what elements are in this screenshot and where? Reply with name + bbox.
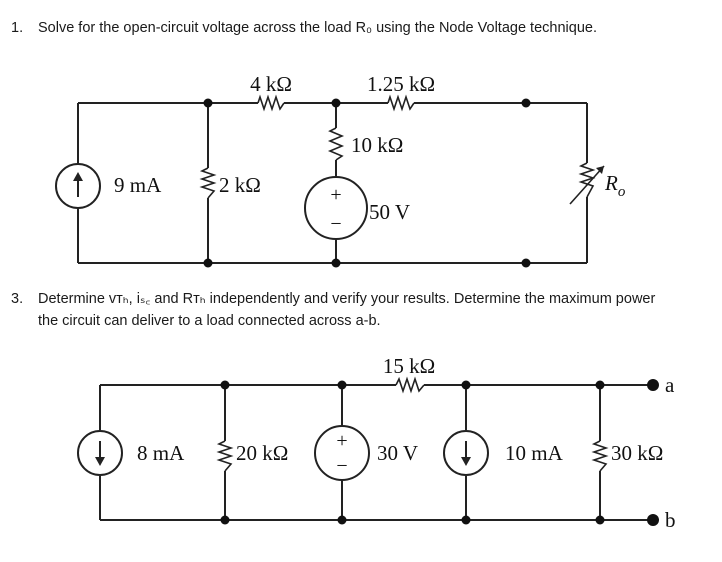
circuit-3 (78, 354, 676, 532)
c1-label-load-r: R (605, 171, 618, 195)
c1-node (332, 259, 341, 268)
c1-label-load (604, 171, 626, 200)
c1-vs-minus-sign: − (330, 213, 342, 235)
c3-label-8ma: 8 mA (137, 441, 185, 465)
c3-label-10ma: 10 mA (505, 441, 563, 465)
c3-resistor-20k (219, 441, 231, 471)
c1-label-10k: 10 kΩ (351, 133, 404, 157)
c3-resistor-15k (396, 379, 424, 391)
c1-label-load-sub: o (617, 184, 626, 200)
c3-terminal-a (647, 379, 659, 391)
c3-vs-minus-sign: − (336, 455, 348, 477)
c1-label-50v: 50 V (369, 200, 411, 224)
c3-node (338, 516, 347, 525)
c1-node (204, 99, 213, 108)
c3-node (462, 516, 471, 525)
c1-label-1-25k: 1.25 kΩ (366, 72, 436, 96)
c1-label-9ma: 9 mA (114, 173, 162, 197)
c3-node (338, 381, 347, 390)
c1-resistor-10k (330, 128, 342, 160)
c3-label-20k: 20 kΩ (236, 441, 289, 465)
c1-node (332, 99, 341, 108)
c3-node (221, 381, 230, 390)
c3-terminal-b (647, 514, 659, 526)
problem-3-statement-line-1: Determine vᴛₕ, iₛ꜀ and Rᴛₕ independently and verify your results. Determine the maximum power (38, 291, 656, 307)
c3-resistor-30k (594, 441, 606, 471)
c3-node (596, 381, 605, 390)
c3-vs-plus-sign: + (336, 430, 348, 452)
c3-node (462, 381, 471, 390)
problem-3-statement-line-2: the circuit can deliver to a load connected across a-b. (38, 313, 381, 329)
c1-label-4k: 4 kΩ (250, 72, 292, 96)
c1-vs-plus-sign: + (330, 184, 342, 206)
c3-label-terminal-b: b (665, 508, 676, 532)
problem-3-number: 3. (11, 291, 24, 307)
problem-1-number: 1. (11, 20, 24, 36)
c3-label-terminal-a: a (665, 373, 675, 397)
c3-node (221, 516, 230, 525)
c3-node (596, 516, 605, 525)
c1-resistor-4k (258, 97, 284, 109)
c3-label-30k: 30 kΩ (611, 441, 664, 465)
c1-node (204, 259, 213, 268)
c3-label-30v: 30 V (377, 441, 419, 465)
c1-label-2k: 2 kΩ (219, 173, 261, 197)
c3-label-15k: 15 kΩ (382, 354, 436, 378)
c1-node (522, 259, 531, 268)
c1-resistor-2k (202, 168, 214, 198)
c1-node (522, 99, 531, 108)
circuit-1 (56, 72, 626, 268)
c1-resistor-1-25k (388, 97, 414, 109)
problem-1-statement: Solve for the open-circuit voltage across the load R₀ using the Node Voltage technique. (38, 20, 597, 36)
